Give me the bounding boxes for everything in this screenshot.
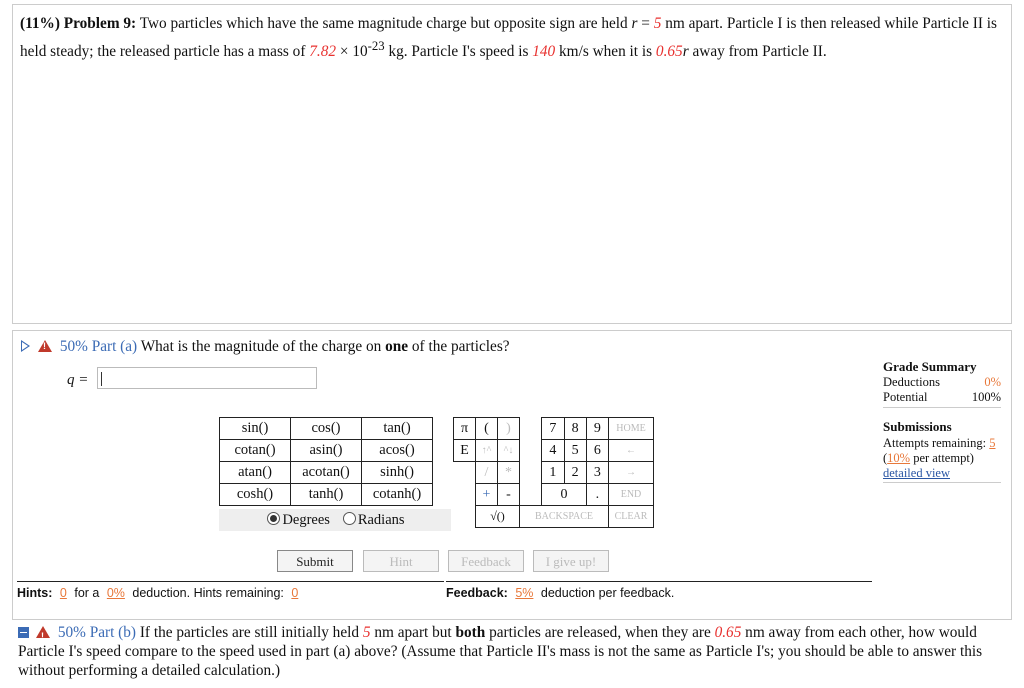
number-keypad	[453, 417, 654, 528]
answer-input[interactable]	[97, 367, 317, 389]
keypad-gap	[454, 484, 476, 506]
key-7[interactable]: 7	[542, 418, 564, 440]
radians-radio[interactable]	[343, 512, 356, 525]
problem-text-5: away from Particle II.	[688, 43, 827, 61]
times-ten: × 10	[336, 43, 368, 61]
text-cursor	[101, 372, 102, 386]
feedback-pct: 5%	[515, 586, 534, 600]
key-backspace[interactable]: BACKSPACE	[520, 506, 609, 528]
key-decimal[interactable]: .	[586, 484, 608, 506]
problem-text-3: kg. Particle I's speed is	[384, 43, 533, 61]
part-a-question-end: of the particles?	[408, 338, 510, 355]
hint-button[interactable]: Hint	[363, 550, 439, 572]
keypad-gap	[520, 484, 542, 506]
grade-summary-title: Grade Summary	[883, 359, 977, 374]
per-attempt-open: (	[883, 451, 888, 465]
key-cotan[interactable]: cotan()	[220, 440, 291, 462]
key-cotanh[interactable]: cotanh()	[362, 484, 433, 506]
attempts-value: 5	[989, 436, 996, 450]
equals-sign: =	[637, 15, 654, 32]
part-b-distance: 0.65	[714, 624, 742, 641]
radians-label: Radians	[357, 512, 405, 528]
key-sqrt[interactable]: √()	[476, 506, 520, 528]
key-superscript[interactable]: ↑^	[476, 440, 498, 462]
deductions-value: 0%	[984, 375, 1001, 389]
key-left-arrow[interactable]: ←	[609, 440, 654, 462]
submissions-title: Submissions	[883, 419, 952, 434]
key-end[interactable]: END	[609, 484, 654, 506]
part-b-text-4: nm away from each other, how would Particle I's speed compare to the speed used in part (a) above? (Assume that Particle II's mass is not the same as Particle I's; you should be able to answer this without performing a detailed calculation.)	[18, 624, 983, 679]
key-home[interactable]: HOME	[609, 418, 654, 440]
speed-value: 140	[532, 43, 556, 61]
key-4[interactable]: 4	[542, 440, 564, 462]
part-b-text-3: particles are released, when they are	[485, 624, 715, 641]
fraction-value: 0.65	[655, 43, 683, 61]
part-a-question-bold: one	[385, 338, 409, 355]
give-up-button[interactable]: I give up!	[533, 550, 609, 572]
key-multiply[interactable]: *	[498, 462, 520, 484]
degrees-radio[interactable]	[267, 512, 280, 525]
feedback-text: deduction per feedback.	[540, 586, 675, 600]
key-2[interactable]: 2	[564, 462, 586, 484]
keypad-gap	[454, 506, 476, 528]
r-variable: r	[631, 15, 638, 32]
hints-label: Hints:	[17, 586, 53, 600]
part-a-title	[21, 338, 510, 356]
potential-value: 100%	[971, 390, 1001, 404]
part-b-percent: 50%	[57, 624, 86, 641]
problem-text-2: nm apart. Particle I is then released while Particle II is held steady; the released particle has a mass of	[20, 15, 997, 61]
key-tanh[interactable]: tanh()	[291, 484, 362, 506]
keypad-gap	[520, 462, 542, 484]
key-3[interactable]: 3	[586, 462, 608, 484]
key-clear[interactable]: CLEAR	[609, 506, 654, 528]
hints-count: 0	[59, 586, 67, 600]
problem-text-1: Two particles which have the same magnitude charge but opposite sign are held	[139, 15, 632, 32]
key-cos[interactable]: cos()	[291, 418, 362, 440]
detailed-view-link[interactable]: detailed view	[883, 466, 950, 480]
part-a-percent: 50%	[59, 338, 88, 355]
hints-info	[17, 581, 444, 600]
keypad-gap	[520, 440, 542, 462]
hints-remaining: 0	[291, 586, 299, 600]
key-sinh[interactable]: sinh()	[362, 462, 433, 484]
key-pi[interactable]: π	[454, 418, 476, 440]
degrees-label: Degrees	[282, 512, 330, 528]
submissions-box	[883, 419, 1001, 483]
potential-label: Potential	[883, 390, 928, 404]
grade-summary	[883, 359, 1001, 408]
problem-text-4: km/s when it is	[555, 43, 656, 61]
mass-mantissa: 7.82	[309, 43, 337, 61]
key-e[interactable]: E	[454, 440, 476, 462]
problem-label: (11%) Problem 9:	[20, 15, 137, 32]
part-b-r-value: 5	[362, 624, 371, 641]
key-8[interactable]: 8	[564, 418, 586, 440]
feedback-label: Feedback:	[446, 586, 508, 600]
hints-deduction-text: deduction. Hints remaining:	[132, 586, 284, 600]
key-right-arrow[interactable]: →	[609, 462, 654, 484]
part-b-both: both	[455, 624, 486, 641]
part-b-text-1: If the particles are still initially held	[136, 624, 363, 641]
key-tan[interactable]: tan()	[362, 418, 433, 440]
part-a-question-start: What is the magnitude of the charge on	[140, 338, 386, 355]
key-6[interactable]: 6	[586, 440, 608, 462]
keypad-gap	[454, 462, 476, 484]
per-attempt-value: 10%	[887, 451, 911, 465]
part-b-label: Part (b)	[89, 624, 137, 641]
key-minus[interactable]: -	[498, 484, 520, 506]
part-a-label: Part (a)	[91, 338, 138, 355]
key-acotan[interactable]: acotan()	[291, 462, 362, 484]
fraction-variable: r	[682, 43, 689, 61]
feedback-button[interactable]: Feedback	[448, 550, 524, 572]
hints-pct: 0%	[106, 586, 125, 600]
key-plus[interactable]: +	[476, 484, 498, 506]
keypad-gap	[520, 418, 542, 440]
key-subscript[interactable]: ^↓	[498, 440, 520, 462]
key-divide[interactable]: /	[476, 462, 498, 484]
part-a-panel	[12, 330, 1012, 620]
part-b	[18, 623, 1008, 680]
key-9[interactable]: 9	[586, 418, 608, 440]
key-cosh[interactable]: cosh()	[220, 484, 291, 506]
mass-exponent: -23	[367, 39, 385, 53]
deductions-label: Deductions	[883, 375, 940, 389]
key-atan[interactable]: atan()	[220, 462, 291, 484]
key-5[interactable]: 5	[564, 440, 586, 462]
function-keypad	[219, 417, 433, 506]
play-triangle-icon[interactable]	[21, 340, 30, 352]
collapse-icon[interactable]	[18, 627, 29, 638]
angle-mode-row	[219, 509, 451, 531]
problem-statement	[20, 13, 1005, 63]
key-asin[interactable]: asin()	[291, 440, 362, 462]
key-close-paren[interactable]: )	[498, 418, 520, 440]
key-acos[interactable]: acos()	[362, 440, 433, 462]
part-b-text-2: nm apart but	[370, 624, 456, 641]
q-label: q =	[67, 372, 89, 388]
warning-icon	[36, 626, 50, 638]
problem-panel	[12, 4, 1012, 324]
key-sin[interactable]: sin()	[220, 418, 291, 440]
attempts-label: Attempts remaining:	[883, 436, 990, 450]
key-0[interactable]: 0	[542, 484, 587, 506]
submit-button[interactable]: Submit	[277, 550, 353, 572]
per-attempt-label: per attempt)	[910, 451, 974, 465]
key-open-paren[interactable]: (	[476, 418, 498, 440]
r-value: 5	[653, 15, 662, 32]
key-1[interactable]: 1	[542, 462, 564, 484]
feedback-info	[446, 581, 872, 600]
warning-icon	[38, 340, 52, 352]
hints-for-a: for a	[74, 586, 100, 600]
